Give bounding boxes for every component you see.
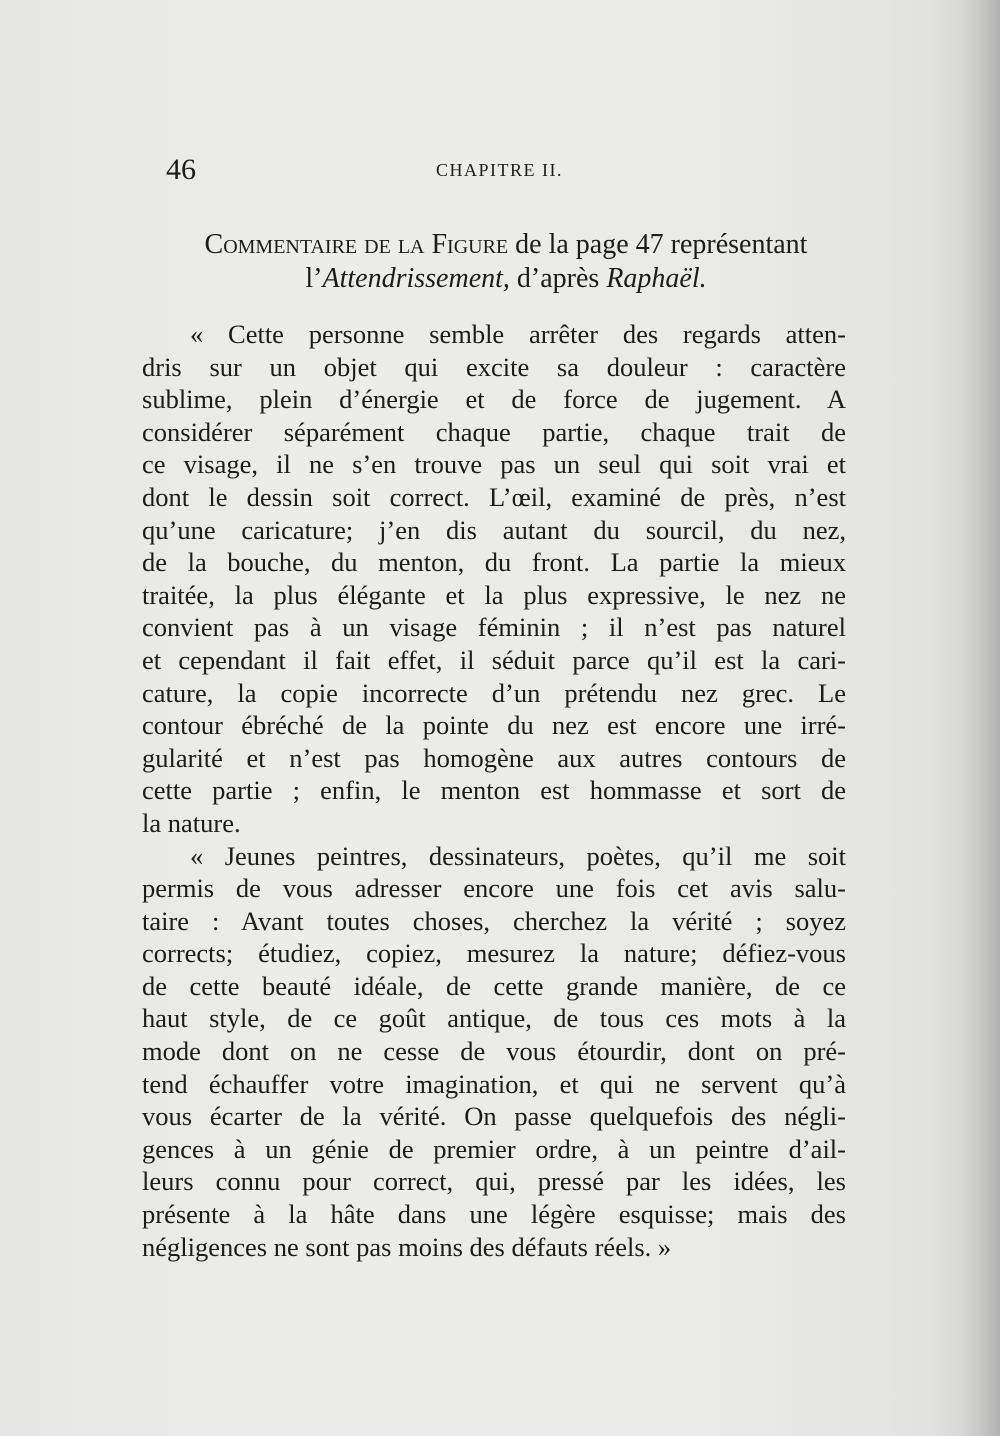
paragraph-2: [142, 840, 846, 1264]
text-line: gences à un génie de premier ordre, à un peintre d’ail-: [142, 1133, 846, 1164]
text-line: dont le dessin soit correct. L’œil, examiné de près, n’est: [142, 481, 846, 512]
text-line: présente à la hâte dans une légère esquisse; mais des: [142, 1199, 846, 1230]
text-line: contour ébréché de la pointe du nez est encore une irré-: [142, 710, 846, 741]
text-line: sublime, plein d’énergie et de force de jugement. A: [142, 384, 846, 415]
heading-artist: Raphaël.: [606, 263, 707, 294]
text-line: dris sur un objet qui excite sa douleur : caractère: [142, 351, 846, 382]
running-head: CHAPITRE II.: [436, 160, 563, 180]
text-line: mode dont on ne cesse de vous étourdir, dont on pré-: [142, 1036, 846, 1067]
text-line: cette partie ; enfin, le menton est hommasse et sort de: [142, 775, 846, 806]
text-line: la nature.: [142, 807, 241, 838]
text-line: de la bouche, du menton, du front. La partie la mieux: [142, 547, 846, 578]
text-line: « Cette personne semble arrêter des regards atten-: [190, 319, 846, 349]
paragraph-1: [142, 318, 846, 840]
text-line: convient pas à un visage féminin ; il n’est pas naturel: [142, 612, 846, 643]
text-line: vous écarter de la vérité. On passe quelquefois des négli-: [142, 1101, 846, 1132]
text-line: traitée, la plus élégante et la plus expressive, le nez ne: [142, 579, 846, 610]
heading-title: Attendrissement,: [322, 263, 510, 294]
text-line: « Jeunes peintres, dessinateurs, poètes, qu’il me soit: [190, 840, 846, 871]
text-line: considérer séparément chaque partie, chaque trait de: [142, 416, 846, 447]
text-line: cature, la copie incorrecte d’un prétendu nez grec. Le: [142, 677, 846, 708]
text-line: et cependant il fait effet, il séduit parce qu’il est la cari-: [142, 644, 846, 675]
text-line: corrects; étudiez, copiez, mesurez la nature; défiez-vous: [142, 938, 846, 969]
text-line: taire : Avant toutes choses, cherchez la vérité ; soyez: [142, 905, 846, 936]
heading-after: d’après: [509, 263, 607, 294]
text-line: haut style, de ce goût antique, de tous ces mots à la: [142, 1003, 846, 1034]
text-line: permis de vous adresser encore une fois cet avis salu-: [142, 873, 846, 904]
text-line: de cette beauté idéale, de cette grande manière, de ce: [142, 970, 846, 1001]
text-line: ce visage, il ne s’en trouve pas un seul qui soit vrai et: [142, 449, 846, 480]
text-line: négligences ne sont pas moins des défauts réels. »: [142, 1231, 672, 1262]
text-line: tend échauffer votre imagination, et qui ne servent qu’à: [142, 1068, 846, 1099]
text-line: leurs connu pour correct, qui, pressé par les idées, les: [142, 1166, 846, 1197]
heading-mid: de la page 47 représentant: [508, 229, 808, 260]
page-edge-shadow: [960, 0, 1000, 1436]
heading-lead: Commentaire de la Figure: [204, 229, 509, 260]
section-heading: [166, 228, 846, 296]
text-line: gularité et n’est pas homogène aux autres contours de: [142, 742, 846, 773]
page-number: 46: [166, 153, 196, 186]
text-line: qu’une caricature; j’en dis autant du sourcil, du nez,: [142, 514, 846, 545]
body-text: [142, 318, 846, 1263]
heading-article: l’: [305, 263, 323, 294]
